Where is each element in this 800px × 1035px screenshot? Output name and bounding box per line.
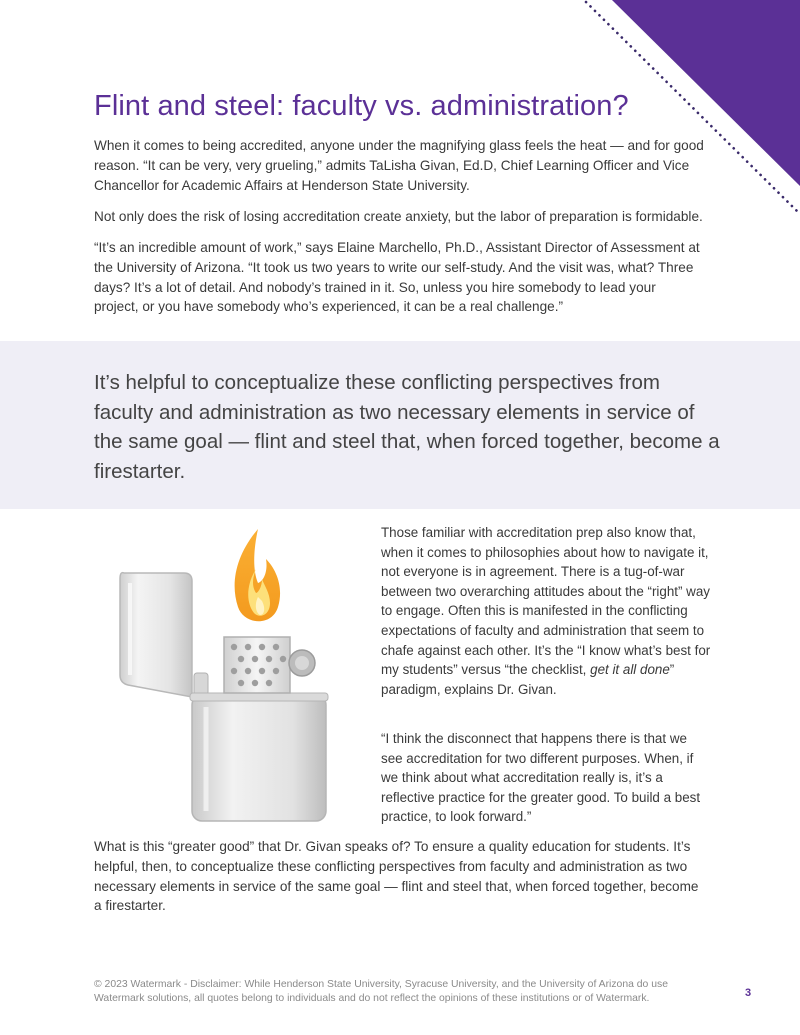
column-quote-paragraph: “I think the disconnect that happens there is that we see accreditation for two different purposes. When, if we think about what accreditation really is, it’s a reflective practice for the greater good. To build a best practice, to look forward.” bbox=[381, 731, 701, 825]
pull-quote: It’s helpful to conceptualize these conflicting perspectives from faculty and administration as two necessary elements in service of the same goal — flint and steel that, when forced together, become a firestarter. bbox=[94, 371, 720, 483]
page-title: Flint and steel: faculty vs. administration? bbox=[94, 90, 629, 122]
italic-phrase: get it all done bbox=[590, 662, 670, 678]
body-paragraph: Not only does the risk of losing accreditation create anxiety, but the labor of preparation is formidable. bbox=[94, 209, 703, 224]
column-paragraph bbox=[381, 523, 711, 699]
footer-disclaimer: © 2023 Watermark - Disclaimer: While Henderson State University, Syracuse University, and the University of Arizona do use Watermark solutions, all quotes belong to individuals and do not reflect the opinions of these institutions or of Watermark. bbox=[94, 979, 668, 1004]
quote-paragraph: “It’s an incredible amount of work,” says Elaine Marchello, Ph.D., Assistant Director of Assessment at the University of Arizona. “It took us two years to write our self-study. And the visit was, what? Three days? It’s a lot of detail. And nobody’s trained in it. So, unless you hire somebody to lead your project, or you have somebody who’s experienced, it can be a real challenge.” bbox=[94, 240, 700, 315]
intro-paragraph: When it comes to being accredited, anyone under the magnifying glass feels the heat — and for good reason. “It can be very, very grueling,” admits TaLisha Givan, Ed.D, Chief Learning Officer and Vice Chancellor for Academic Affairs at Henderson State University. bbox=[94, 138, 704, 193]
closing-paragraph: What is this “greater good” that Dr. Givan speaks of? To ensure a quality education for students. It’s helpful, then, to conceptualize these conflicting perspectives from faculty and administration as two necessary elements in service of the same goal — flint and steel that, when forced together, become a firestarter. bbox=[94, 839, 699, 914]
page-number: 3 bbox=[745, 987, 752, 999]
lighter-icon bbox=[106, 525, 336, 825]
column-paragraph-text-end: ” paradigm, explains Dr. Givan. bbox=[381, 662, 675, 697]
flame-icon bbox=[235, 529, 280, 621]
column-paragraph-text: Those familiar with accreditation prep also know that, when it comes to philosophies about how to navigate it, not everyone is in agreement. There is a tug-of-war between two overarching attitudes about the “right” way to engage. Often this is manifested in the conflicting expectations of faculty and administration that seem to chafe against each other. It’s the “I know what’s best for my students” versus “the checklist, bbox=[381, 525, 711, 678]
